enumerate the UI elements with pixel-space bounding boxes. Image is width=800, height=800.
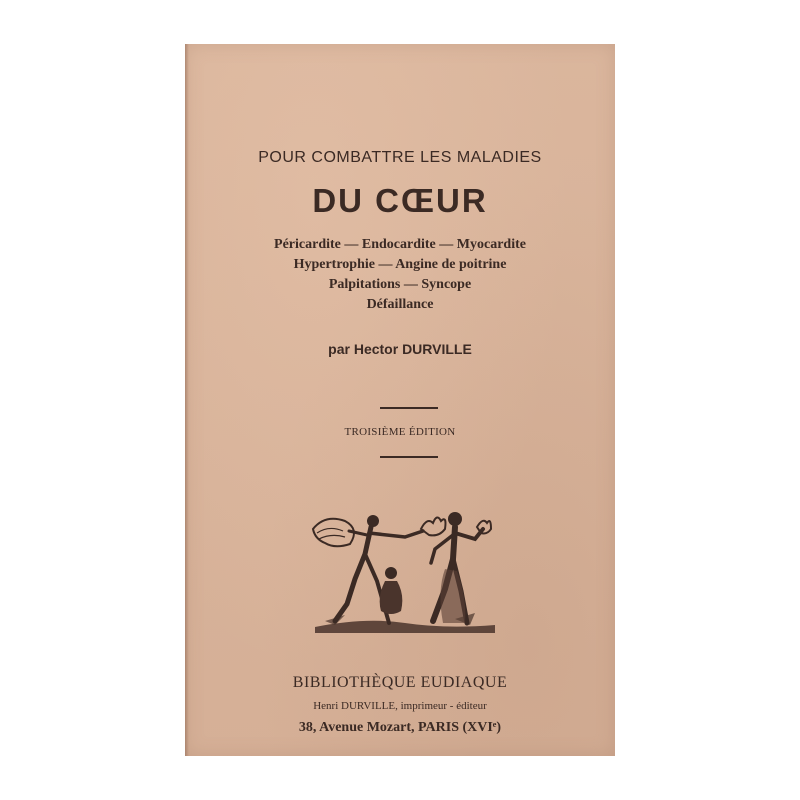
cover-title: DU CŒUR [312,182,488,219]
publisher-address: 38, Avenue Mozart, PARIS (XVIᵉ) [298,720,502,735]
cover-author: par Hector DURVILLE [328,341,472,357]
book-cover [185,44,615,756]
conditions-line-4: Défaillance [366,297,434,312]
conditions-line-1: Péricardite — Endocardite — Myocardite [274,237,526,252]
publisher-name: BIBLIOTHÈQUE EUDIAQUE [292,674,508,691]
divider-bottom [380,456,438,458]
printer-name: Henri DURVILLE, imprimeur - éditeur [313,700,487,712]
engraving-figures-icon [305,499,505,639]
conditions-line-3: Palpitations — Syncope [328,277,472,292]
cover-edition: TROISIÈME ÉDITION [344,426,456,438]
divider-top [380,407,438,409]
conditions-line-2: Hypertrophie — Angine de poitrine [293,257,507,272]
cover-subtitle: POUR COMBATTRE LES MALADIES [258,149,542,166]
